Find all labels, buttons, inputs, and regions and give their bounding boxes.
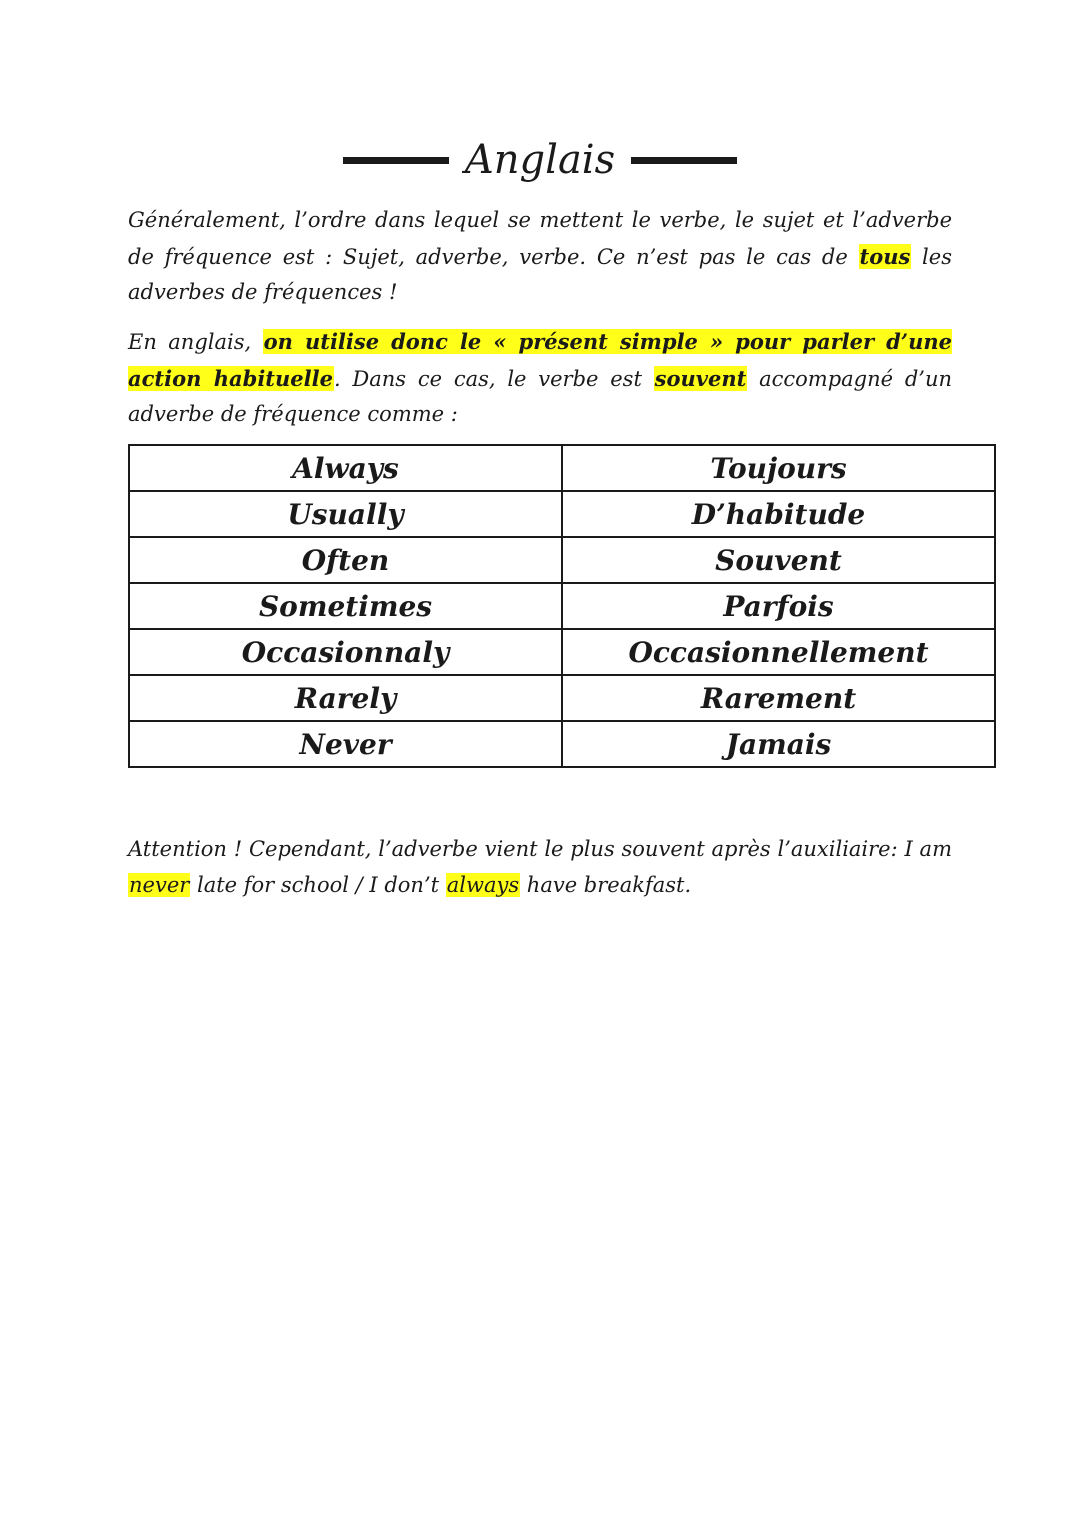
french-adverb: Toujours <box>562 445 995 491</box>
paragraph-text: late for school / I don’t <box>190 872 446 897</box>
french-adverb: Rarement <box>562 675 995 721</box>
paragraph-text: accompagné d’un adverbe de fréquence comme : <box>128 366 952 426</box>
highlighted-text: tous <box>859 243 911 269</box>
paragraph-word-order <box>128 203 952 311</box>
table-row <box>129 583 995 629</box>
paragraph-text: Généralement, l’ordre dans lequel se mettent le verbe, le sujet et l’adverbe de fréquence est : Sujet, adverbe, verbe. Ce n’est pas le cas de <box>128 208 952 269</box>
english-adverb: Occasionnaly <box>129 629 562 675</box>
table-row <box>129 491 995 537</box>
french-adverb: Jamais <box>562 721 995 767</box>
paragraph-text: Attention ! Cependant, l’adverbe vient le plus souvent après l’auxiliaire: I am <box>128 837 952 861</box>
highlighted-text: always <box>446 872 520 897</box>
french-adverb: D’habitude <box>562 491 995 537</box>
page-title: Anglais <box>464 137 616 183</box>
highlighted-text: on utilise donc le « présent simple » pour parler d’une action habituelle <box>128 329 952 391</box>
english-adverb: Never <box>129 721 562 767</box>
paragraph-text: have breakfast. <box>520 872 692 897</box>
english-adverb: Often <box>129 537 562 583</box>
french-adverb: Parfois <box>562 583 995 629</box>
highlighted-text: never <box>129 872 190 897</box>
paragraph-present-simple <box>128 324 952 433</box>
title-rule-right <box>631 157 737 164</box>
paragraph-text: En anglais, <box>128 330 263 354</box>
french-adverb: Souvent <box>562 537 995 583</box>
english-adverb: Rarely <box>129 675 562 721</box>
table-row <box>129 629 995 675</box>
table-row <box>129 537 995 583</box>
paragraph-text: les adverbes de fréquences ! <box>128 244 952 304</box>
table-row <box>129 675 995 721</box>
adverb-table <box>128 444 996 768</box>
highlighted-text: souvent <box>654 365 747 391</box>
paragraph-text: . Dans ce cas, le verbe est <box>333 366 654 391</box>
french-adverb: Occasionnellement <box>562 629 995 675</box>
paragraph-attention <box>128 832 952 903</box>
english-adverb: Always <box>129 445 562 491</box>
title-row <box>0 128 1080 192</box>
table-row <box>129 721 995 767</box>
english-adverb: Usually <box>129 491 562 537</box>
english-adverb: Sometimes <box>129 583 562 629</box>
table-row <box>129 445 995 491</box>
title-rule-left <box>343 157 449 164</box>
